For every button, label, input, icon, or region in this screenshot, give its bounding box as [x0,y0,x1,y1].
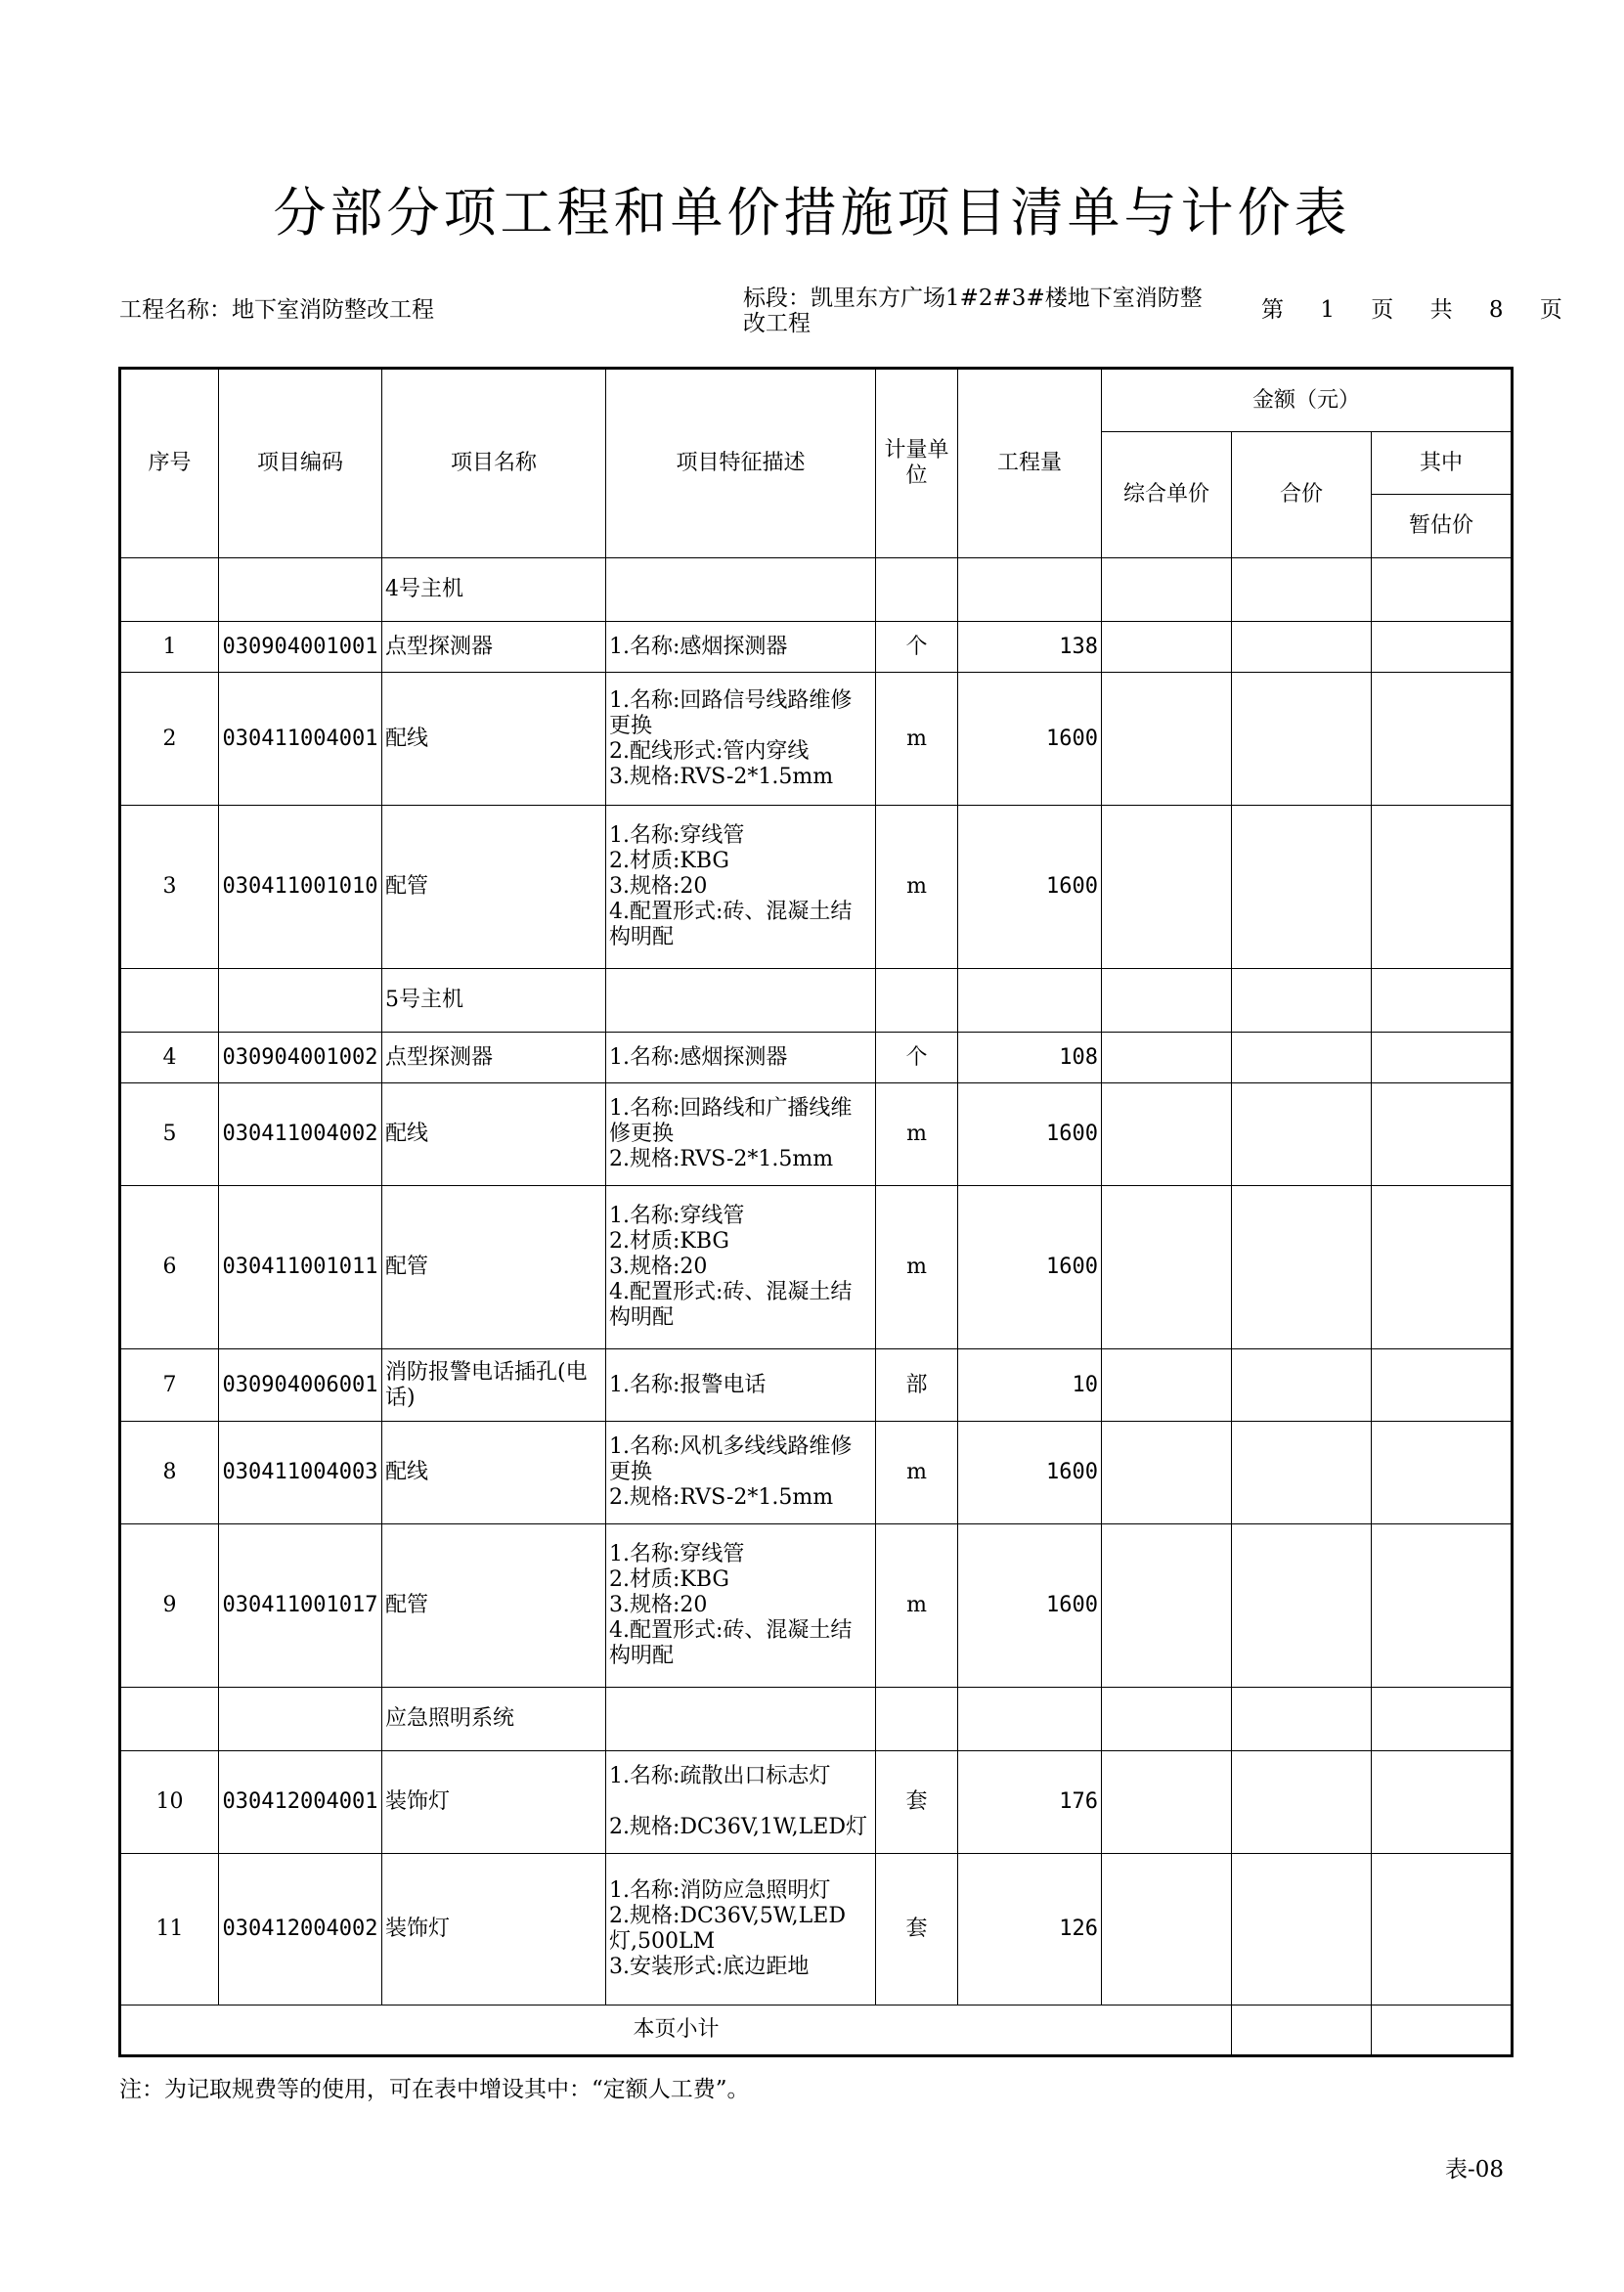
seq-cell: 8 [120,1422,219,1524]
table-row [120,806,1513,969]
name-cell: 装饰灯 [382,1751,606,1854]
footnote: 注：为记取规费等的使用，可在表中增设其中：“定额人工费”。 [119,2077,750,2102]
unit-cell: 套 [876,1854,958,2006]
table-row [120,622,1513,673]
name-cell: 配线 [382,1083,606,1186]
table-row [120,673,1513,806]
unit-cell [876,969,958,1033]
name-cell: 配线 [382,1422,606,1524]
total-cell [1232,1083,1372,1186]
total-cell [1232,969,1372,1033]
col-header-unit-price: 综合单价 [1102,432,1232,558]
unit-cell: m [876,1524,958,1688]
col-header-code: 项目编码 [219,369,382,558]
qty-cell: 126 [958,1854,1102,2006]
provisional-cell [1372,1186,1513,1349]
unit-price-cell [1102,1854,1232,2006]
name-cell: 配管 [382,1186,606,1349]
code-cell [219,969,382,1033]
seq-cell: 7 [120,1349,219,1422]
table-row [120,1186,1513,1349]
desc-cell: 1.名称:风机多线线路维修更换 2.规格:RVS-2*1.5mm [606,1422,876,1524]
desc-cell: 1.名称:报警电话 [606,1349,876,1422]
total-cell [1232,622,1372,673]
code-cell: 030411001010 [219,806,382,969]
page-label-3: 共 [1429,297,1453,323]
code-cell: 030411001011 [219,1186,382,1349]
unit-cell: m [876,1083,958,1186]
table-row [120,1083,1513,1186]
seq-cell: 3 [120,806,219,969]
code-cell [219,1688,382,1751]
table-row [120,1033,1513,1083]
form-number: 表-08 [1445,2157,1505,2182]
name-cell: 点型探测器 [382,622,606,673]
unit-price-cell [1102,1422,1232,1524]
name-cell: 配线 [382,673,606,806]
col-header-desc: 项目特征描述 [606,369,876,558]
desc-cell [606,1688,876,1751]
unit-cell: 套 [876,1751,958,1854]
provisional-cell [1372,1524,1513,1688]
qty-cell: 1600 [958,806,1102,969]
qty-cell: 138 [958,622,1102,673]
unit-cell [876,558,958,622]
table-body [120,558,1513,2006]
seq-cell: 1 [120,622,219,673]
unit-price-cell [1102,1349,1232,1422]
subtotal-provisional-cell [1372,2006,1513,2056]
code-cell: 030411004002 [219,1083,382,1186]
name-cell: 配管 [382,806,606,969]
seq-cell: 5 [120,1083,219,1186]
provisional-cell [1372,558,1513,622]
provisional-cell [1372,1033,1513,1083]
bill-of-quantities-table [118,367,1514,2057]
total-cell [1232,558,1372,622]
code-cell: 030412004002 [219,1854,382,2006]
provisional-cell [1372,1688,1513,1751]
total-cell [1232,1751,1372,1854]
code-cell: 030904001002 [219,1033,382,1083]
unit-price-cell [1102,1186,1232,1349]
provisional-cell [1372,806,1513,969]
table-row [120,1524,1513,1688]
name-cell: 配管 [382,1524,606,1688]
subtotal-label: 本页小计 [120,2006,1232,2056]
total-cell [1232,806,1372,969]
desc-cell: 1.名称:感烟探测器 [606,1033,876,1083]
table-row [120,1349,1513,1422]
code-cell: 030411004001 [219,673,382,806]
code-cell: 030412004001 [219,1751,382,1854]
qty-cell: 10 [958,1349,1102,1422]
unit-price-cell [1102,673,1232,806]
provisional-cell [1372,1854,1513,2006]
desc-cell: 1.名称:穿线管 2.材质:KBG 3.规格:20 4.配置形式:砖、混凝土结构明配 [606,806,876,969]
name-cell: 消防报警电话插孔(电话) [382,1349,606,1422]
code-cell: 030411004003 [219,1422,382,1524]
provisional-cell [1372,1349,1513,1422]
seq-cell: 9 [120,1524,219,1688]
desc-cell: 1.名称:感烟探测器 [606,622,876,673]
unit-price-cell [1102,1033,1232,1083]
name-cell: 点型探测器 [382,1033,606,1083]
seq-cell: 2 [120,673,219,806]
col-header-amount: 金额（元） [1102,369,1513,432]
desc-cell: 1.名称:穿线管 2.材质:KBG 3.规格:20 4.配置形式:砖、混凝土结构明配 [606,1186,876,1349]
unit-cell: 个 [876,622,958,673]
provisional-cell [1372,1083,1513,1186]
seq-cell [120,1688,219,1751]
col-header-qty: 工程量 [958,369,1102,558]
desc-cell: 1.名称:回路信号线路维修更换 2.配线形式:管内穿线 3.规格:RVS-2*1.5mm [606,673,876,806]
provisional-cell [1372,1751,1513,1854]
unit-cell: m [876,806,958,969]
desc-cell: 1.名称:消防应急照明灯 2.规格:DC36V,5W,LED灯,500LM 3.安装形式:底边距地 [606,1854,876,2006]
code-cell: 030904006001 [219,1349,382,1422]
group-name-cell: 5号主机 [382,969,606,1033]
provisional-cell [1372,1422,1513,1524]
unit-price-cell [1102,558,1232,622]
total-cell [1232,1422,1372,1524]
qty-cell: 1600 [958,1186,1102,1349]
seq-cell: 6 [120,1186,219,1349]
unit-price-cell [1102,1524,1232,1688]
qty-cell: 176 [958,1751,1102,1854]
page-label-2: 页 [1371,297,1394,323]
desc-cell [606,969,876,1033]
group-name-cell: 应急照明系统 [382,1688,606,1751]
desc-cell: 1.名称:回路线和广播线维修更换 2.规格:RVS-2*1.5mm [606,1083,876,1186]
total-cell [1232,1524,1372,1688]
total-cell [1232,1688,1372,1751]
group-row [120,558,1513,622]
unit-price-cell [1102,969,1232,1033]
code-cell [219,558,382,622]
page-label-1: 第 [1261,297,1284,323]
unit-price-cell [1102,622,1232,673]
unit-price-cell [1102,806,1232,969]
page-indicator [1261,297,1580,323]
table-row [120,1751,1513,1854]
col-header-unit: 计量单位 [876,369,958,558]
subtotal-total-cell [1232,2006,1372,2056]
qty-cell [958,969,1102,1033]
unit-price-cell [1102,1688,1232,1751]
group-row [120,1688,1513,1751]
qty-cell: 1600 [958,1422,1102,1524]
col-header-total: 合价 [1232,432,1372,558]
total-cell [1232,1854,1372,2006]
total-cell [1232,1033,1372,1083]
seq-cell [120,969,219,1033]
section-name: 标段：凯里东方广场1#2#3#楼地下室消防整改工程 [743,286,1203,336]
desc-cell [606,558,876,622]
code-cell: 030904001001 [219,622,382,673]
desc-cell: 1.名称:穿线管 2.材质:KBG 3.规格:20 4.配置形式:砖、混凝土结构明配 [606,1524,876,1688]
qty-cell: 1600 [958,1083,1102,1186]
table-row [120,1854,1513,2006]
page-current: 1 [1320,297,1335,323]
page-label-4: 页 [1539,297,1562,323]
col-header-provisional: 暂估价 [1372,495,1513,558]
seq-cell: 11 [120,1854,219,2006]
name-cell: 装饰灯 [382,1854,606,2006]
unit-cell: 个 [876,1033,958,1083]
seq-cell [120,558,219,622]
qty-cell [958,558,1102,622]
col-header-name: 项目名称 [382,369,606,558]
group-name-cell: 4号主机 [382,558,606,622]
col-header-of-which: 其中 [1372,432,1513,495]
table-row [120,1422,1513,1524]
provisional-cell [1372,622,1513,673]
col-header-seq: 序号 [120,369,219,558]
qty-cell: 108 [958,1033,1102,1083]
total-cell [1232,1186,1372,1349]
unit-price-cell [1102,1083,1232,1186]
page-title: 分部分项工程和单价措施项目清单与计价表 [273,182,1351,243]
provisional-cell [1372,673,1513,806]
unit-cell: m [876,1422,958,1524]
code-cell: 030411001017 [219,1524,382,1688]
group-row [120,969,1513,1033]
total-cell [1232,1349,1372,1422]
unit-cell: 部 [876,1349,958,1422]
unit-cell: m [876,1186,958,1349]
total-cell [1232,673,1372,806]
qty-cell [958,1688,1102,1751]
desc-cell: 1.名称:疏散出口标志灯 2.规格:DC36V,1W,LED灯 [606,1751,876,1854]
project-name: 工程名称：地下室消防整改工程 [119,297,434,323]
unit-cell [876,1688,958,1751]
unit-cell: m [876,673,958,806]
qty-cell: 1600 [958,1524,1102,1688]
provisional-cell [1372,969,1513,1033]
page-total: 8 [1488,297,1504,323]
unit-price-cell [1102,1751,1232,1854]
seq-cell: 4 [120,1033,219,1083]
qty-cell: 1600 [958,673,1102,806]
seq-cell: 10 [120,1751,219,1854]
